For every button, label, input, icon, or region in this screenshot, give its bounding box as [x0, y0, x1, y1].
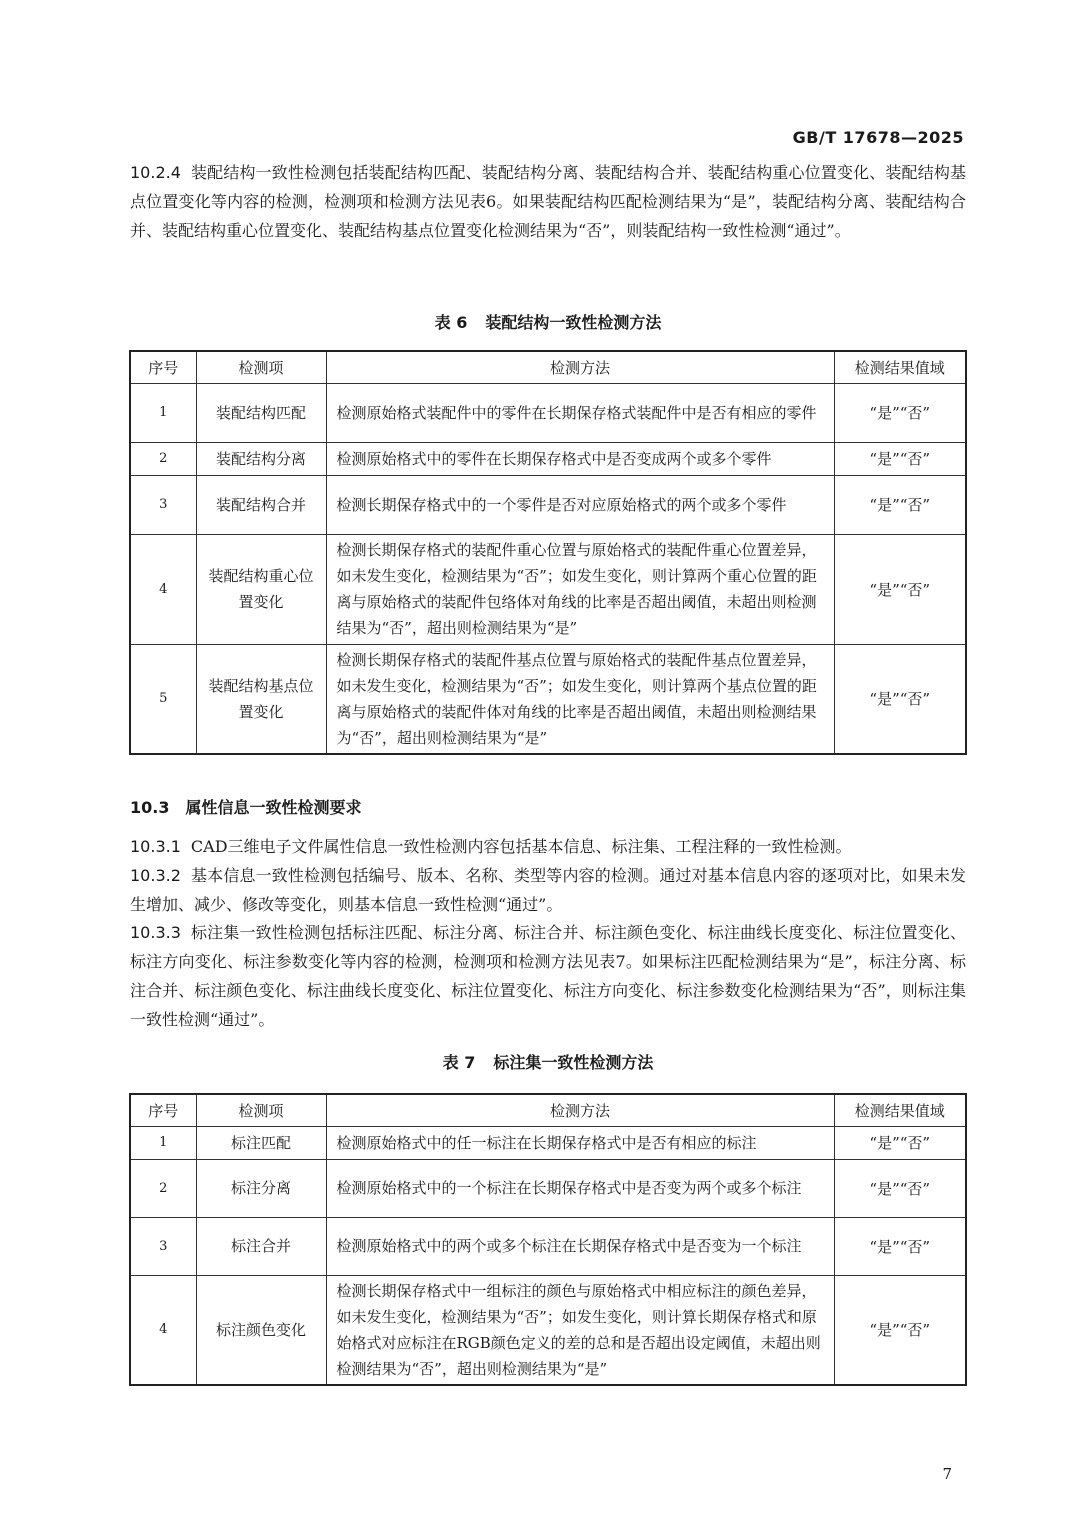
- table-row: [130, 475, 966, 534]
- clause-text: 基本信息一致性检测包括编号、版本、名称、类型等内容的检测。通过对基本信息内容的逐项对比，如果未发生增加、减少、修改等变化，则基本信息一致性检测“通过”。: [130, 866, 966, 914]
- result-range: “是”“否”: [834, 644, 966, 754]
- check-item: 标注分离: [196, 1159, 326, 1217]
- check-method: 检测长期保存格式的装配件重心位置与原始格式的装配件重心位置差异，如未发生变化，检测结果为“否”；如发生变化，则计算两个重心位置的距离与原始格式的装配件包络体对角线的比率是否超出阈值，未超出则检测结果为“否”，超出则检测结果为“是”: [326, 534, 834, 644]
- table-row: [130, 383, 966, 442]
- row-number: 4: [130, 1275, 196, 1385]
- check-item: 装配结构分离: [196, 442, 326, 475]
- check-method: 检测原始格式中的一个标注在长期保存格式中是否变为两个或多个标注: [326, 1159, 834, 1217]
- result-range: “是”“否”: [834, 1126, 966, 1159]
- clause-number: 10.3.1: [130, 837, 181, 856]
- table-7: [129, 1093, 967, 1386]
- result-range: “是”“否”: [834, 1275, 966, 1385]
- table-row: [130, 1217, 966, 1275]
- result-range: “是”“否”: [834, 1159, 966, 1217]
- table-6: [129, 350, 967, 755]
- paragraph-10-2-4: [130, 158, 966, 245]
- section-title: 属性信息一致性检测要求: [185, 798, 362, 817]
- check-item: 标注颜色变化: [196, 1275, 326, 1385]
- check-method: 检测原始格式中的任一标注在长期保存格式中是否有相应的标注: [326, 1126, 834, 1159]
- check-method: 检测长期保存格式的装配件基点位置与原始格式的装配件基点位置差异，如未发生变化，检测结果为“否”；如发生变化，则计算两个基点位置的距离与原始格式的装配件体对角线的比率是否超出阈值，未超出则检测结果为“否”，超出则检测结果为“是”: [326, 644, 834, 754]
- table-7-caption: [130, 1050, 966, 1073]
- table-title: 标注集一致性检测方法: [493, 1053, 654, 1072]
- table-row: [130, 534, 966, 644]
- check-item: 装配结构基点位置变化: [196, 644, 326, 754]
- clause-text: 装配结构一致性检测包括装配结构匹配、装配结构分离、装配结构合并、装配结构重心位置变化、装配结构基点位置变化等内容的检测，检测项和检测方法见表6。如果装配结构匹配检测结果为“是”，装配结构分离、装配结构合并、装配结构重心位置变化、装配结构基点位置变化检测结果为“否”，则装配结构一致性检测“通过”。: [130, 163, 966, 240]
- clause-number: 10.2.4: [130, 163, 181, 182]
- check-method: 检测长期保存格式中一组标注的颜色与原始格式中相应标注的颜色差异，如未发生变化，检测结果为“否”；如发生变化，则计算长期保存格式和原始格式对应标注在RGB颜色定义的差的总和是否超出设定阈值，未超出则检测结果为“否”，超出则检测结果为“是”: [326, 1275, 834, 1385]
- table-title: 装配结构一致性检测方法: [485, 313, 662, 332]
- check-item: 装配结构匹配: [196, 383, 326, 442]
- clause-text: CAD三维电子文件属性信息一致性检测内容包括基本信息、标注集、工程注释的一致性检测。: [190, 837, 852, 856]
- table-header-row: [130, 1094, 966, 1126]
- check-item: 装配结构重心位置变化: [196, 534, 326, 644]
- result-range: “是”“否”: [834, 442, 966, 475]
- row-number: 3: [130, 475, 196, 534]
- table-row: [130, 1159, 966, 1217]
- header-cell: 序号: [130, 1094, 196, 1126]
- row-number: 5: [130, 644, 196, 754]
- section-heading-10-3: [130, 795, 362, 818]
- header-cell: 检测结果值域: [834, 1094, 966, 1126]
- check-item: 标注匹配: [196, 1126, 326, 1159]
- header-cell: 检测方法: [326, 351, 834, 383]
- result-range: “是”“否”: [834, 1217, 966, 1275]
- result-range: “是”“否”: [834, 475, 966, 534]
- result-range: “是”“否”: [834, 534, 966, 644]
- paragraph-10-3-1: [130, 832, 966, 861]
- row-number: 2: [130, 1159, 196, 1217]
- paragraph-10-3-2: [130, 861, 966, 919]
- row-number: 1: [130, 383, 196, 442]
- clause-number: 10.3.3: [130, 923, 181, 942]
- paragraph-10-3-3: [130, 918, 966, 1034]
- check-method: 检测原始格式装配件中的零件在长期保存格式装配件中是否有相应的零件: [326, 383, 834, 442]
- row-number: 4: [130, 534, 196, 644]
- row-number: 2: [130, 442, 196, 475]
- clause-text: 标注集一致性检测包括标注匹配、标注分离、标注合并、标注颜色变化、标注曲线长度变化、标注位置变化、标注方向变化、标注参数变化等内容的检测，检测项和检测方法见表7。如果标注匹配检测结果为“是”，标注分离、标注合并、标注颜色变化、标注曲线长度变化、标注位置变化、标注方向变化、标注参数变化检测结果为“否”，则标注集一致性检测“通过”。: [130, 923, 966, 1029]
- clause-number: 10.3.2: [130, 866, 181, 885]
- header-cell: 检测方法: [326, 1094, 834, 1126]
- result-range: “是”“否”: [834, 383, 966, 442]
- header-cell: 序号: [130, 351, 196, 383]
- header-cell: 检测结果值域: [834, 351, 966, 383]
- row-number: 1: [130, 1126, 196, 1159]
- section-number: 10.3: [130, 798, 170, 817]
- table-number: 表 6: [434, 313, 468, 332]
- header-cell: 检测项: [196, 351, 326, 383]
- table-row: [130, 1275, 966, 1385]
- header-cell: 检测项: [196, 1094, 326, 1126]
- check-method: 检测原始格式中的两个或多个标注在长期保存格式中是否变为一个标注: [326, 1217, 834, 1275]
- table-row: [130, 644, 966, 754]
- table-header-row: [130, 351, 966, 383]
- table-row: [130, 1126, 966, 1159]
- check-method: 检测原始格式中的零件在长期保存格式中是否变成两个或多个零件: [326, 442, 834, 475]
- table-6-caption: [130, 310, 966, 333]
- check-method: 检测长期保存格式中的一个零件是否对应原始格式的两个或多个零件: [326, 475, 834, 534]
- table-number: 表 7: [442, 1053, 476, 1072]
- check-item: 装配结构合并: [196, 475, 326, 534]
- row-number: 3: [130, 1217, 196, 1275]
- page-number: 7: [942, 1465, 952, 1483]
- table-row: [130, 442, 966, 475]
- check-item: 标注合并: [196, 1217, 326, 1275]
- standard-code: GB/T 17678—2025: [792, 128, 964, 147]
